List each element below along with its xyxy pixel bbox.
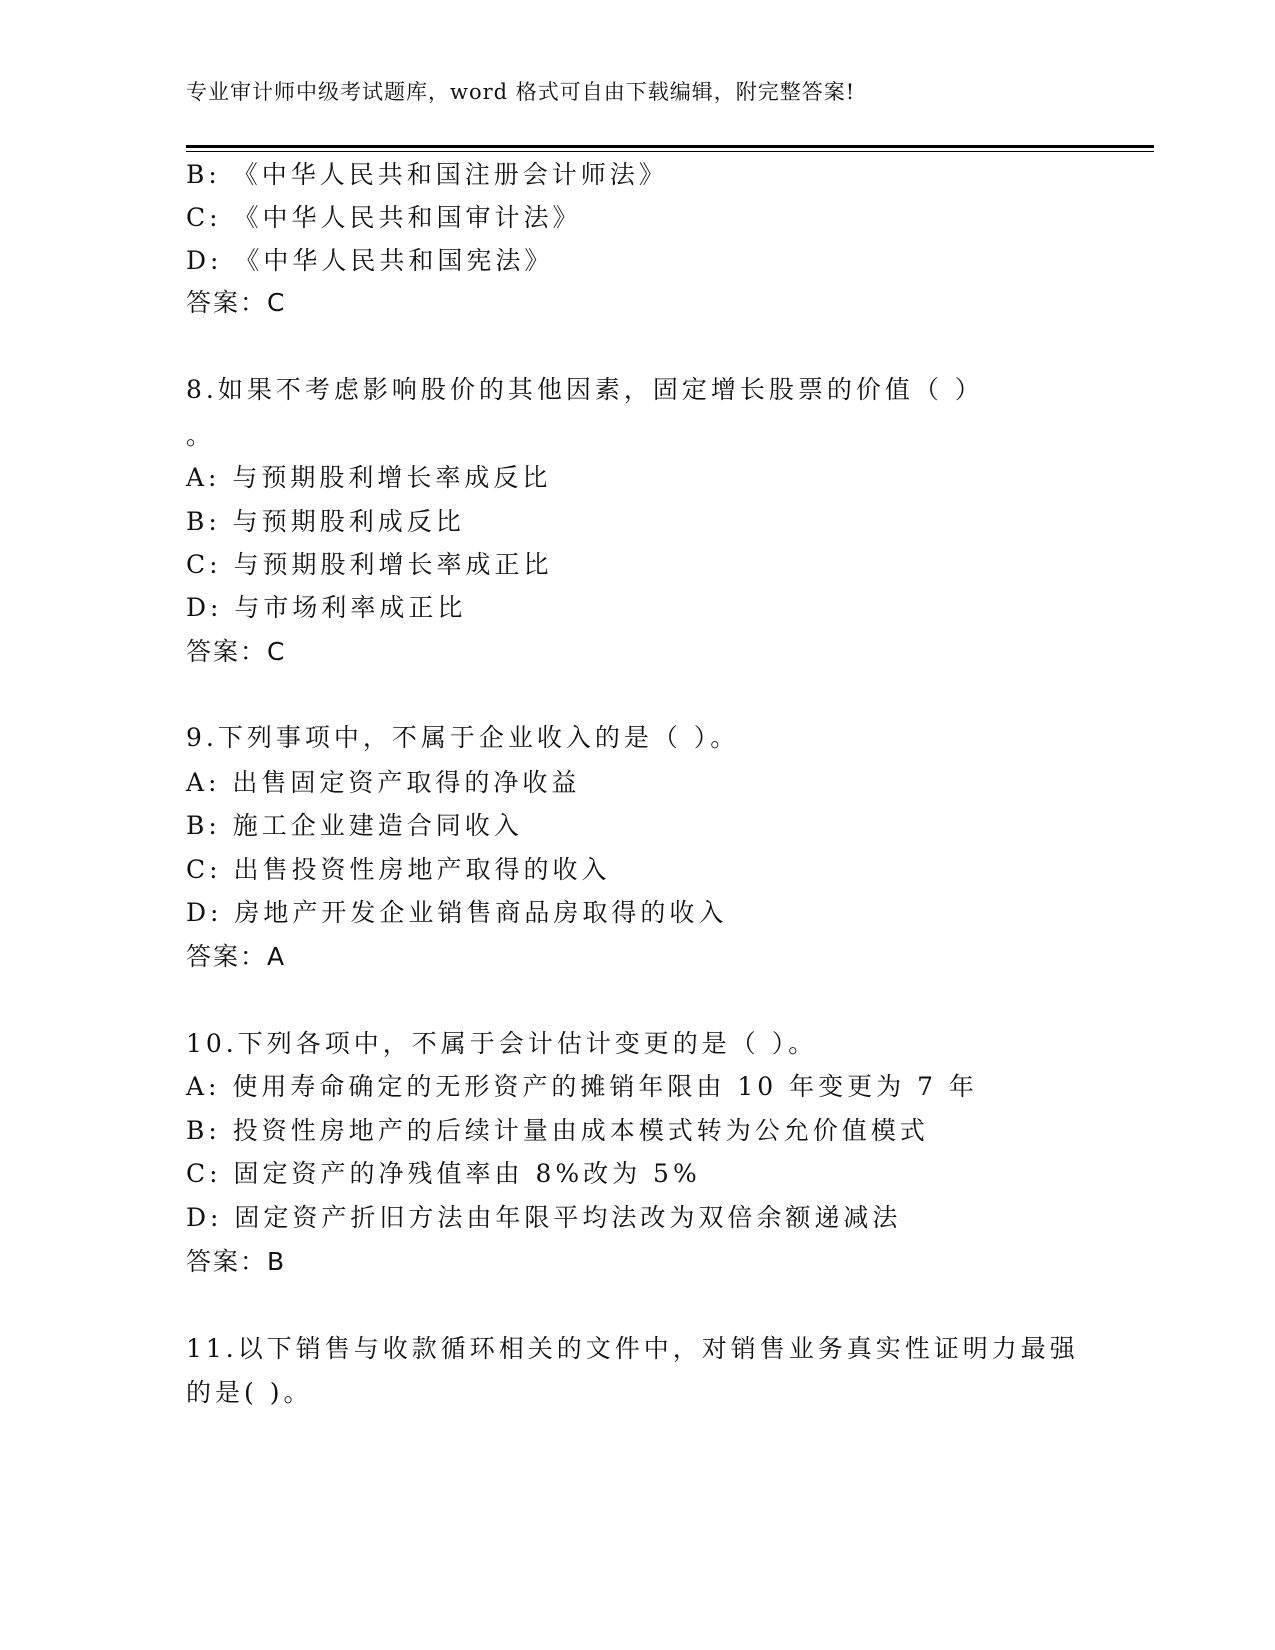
q9-answer-value: A	[267, 942, 286, 971]
q7-option-b: B: 《中华人民共和国注册会计师法》	[186, 160, 668, 189]
q9-option-a: A: 出售固定资产取得的净收益	[186, 768, 581, 797]
q8-answer	[186, 635, 285, 669]
q10-option-b: B: 投资性房地产的后续计量由成本模式转为公允价值模式	[186, 1116, 929, 1145]
q7-answer-label: 答案：	[186, 288, 268, 317]
q7-option-c: C: 《中华人民共和国审计法》	[186, 203, 582, 232]
q9-answer	[186, 940, 285, 974]
q11-stem-line2: 的是( )。	[186, 1378, 313, 1407]
q9-stem: 9.下列事项中，不属于企业收入的是（ ）。	[186, 723, 740, 752]
header-rule-thin	[186, 151, 1154, 152]
q8-option-d: D: 与市场利率成正比	[186, 593, 467, 622]
q8-option-a: A: 与预期股利增长率成反比	[186, 463, 552, 492]
q9-option-d: D: 房地产开发企业销售商品房取得的收入	[186, 898, 728, 927]
q10-answer-label: 答案：	[186, 1247, 268, 1276]
q8-answer-value: C	[267, 637, 286, 666]
q8-stem-line1: 8.如果不考虑影响股价的其他因素，固定增长股票的价值（ ）	[186, 375, 984, 404]
q10-option-d: D: 固定资产折旧方法由年限平均法改为双倍余额递减法	[186, 1203, 902, 1232]
q8-stem-line2: 。	[186, 421, 216, 450]
q10-stem: 10.下列各项中，不属于会计估计变更的是（ ）。	[186, 1029, 818, 1058]
q10-answer-value: B	[267, 1247, 286, 1276]
q10-option-c: C: 固定资产的净残值率由 8%改为 5%	[186, 1159, 701, 1188]
page-header: 专业审计师中级考试题库，word 格式可自由下载编辑，附完整答案!	[186, 80, 856, 104]
q7-option-d: D: 《中华人民共和国宪法》	[186, 246, 554, 275]
q7-answer	[186, 286, 285, 320]
header-rule-thick	[186, 145, 1154, 148]
q9-answer-label: 答案：	[186, 942, 268, 971]
q9-option-b: B: 施工企业建造合同收入	[186, 811, 523, 840]
q8-answer-label: 答案：	[186, 637, 268, 666]
q10-option-a: A: 使用寿命确定的无形资产的摊销年限由 10 年变更为 7 年	[186, 1072, 978, 1101]
q10-answer	[186, 1245, 285, 1279]
q9-option-c: C: 出售投资性房地产取得的收入	[186, 855, 611, 884]
q11-stem-line1: 11.以下销售与收款循环相关的文件中，对销售业务真实性证明力最强	[186, 1334, 1079, 1363]
q8-option-b: B: 与预期股利成反比	[186, 507, 465, 536]
q8-option-c: C: 与预期股利增长率成正比	[186, 550, 553, 579]
q7-answer-value: C	[267, 288, 286, 317]
